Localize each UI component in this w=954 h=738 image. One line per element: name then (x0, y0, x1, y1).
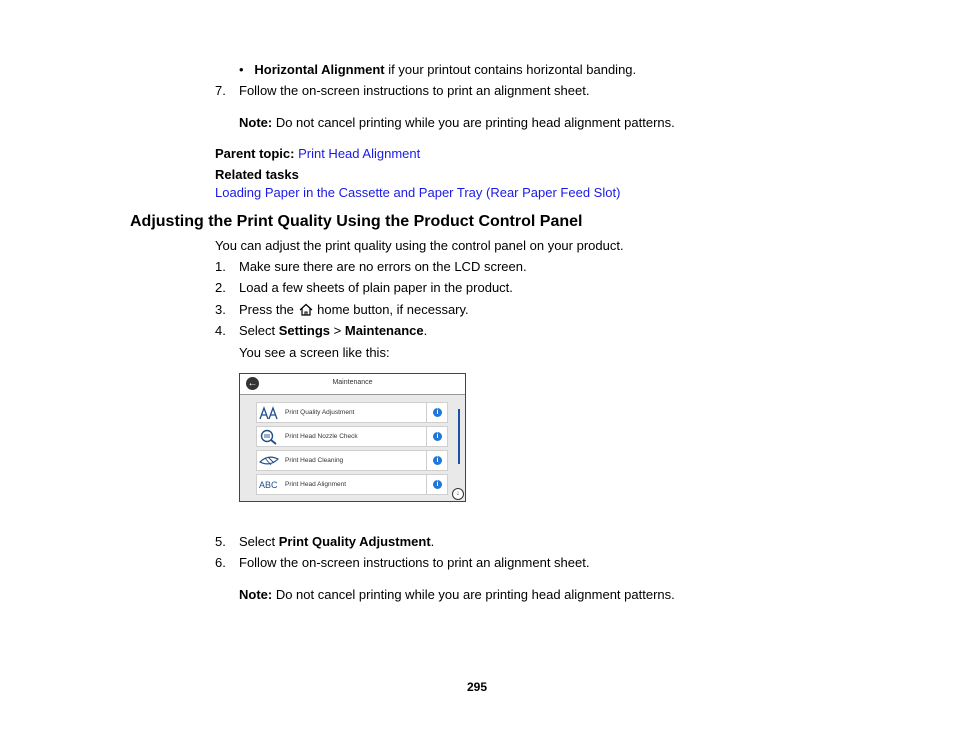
info-icon: i (433, 480, 442, 489)
lcd-item-label: Print Head Cleaning (285, 457, 344, 464)
lcd-menu-item (256, 474, 448, 495)
lcd-menu-item (256, 426, 448, 447)
info-icon: i (433, 456, 442, 465)
section-heading: Adjusting the Print Quality Using the Product Control Panel (130, 213, 583, 230)
step-number: 3. (215, 302, 226, 317)
lcd-item-label: Print Head Nozzle Check (285, 433, 358, 440)
lcd-item-label: Print Head Alignment (285, 481, 347, 488)
related-task-link[interactable]: Loading Paper in the Cassette and Paper Tray (Rear Paper Feed Slot) (215, 185, 621, 200)
step-number: 5. (215, 534, 226, 549)
bullet-text: if your printout contains horizontal banding. (384, 62, 637, 77)
step-number: 2. (215, 280, 226, 295)
step-number: 4. (215, 323, 226, 338)
lcd-screenshot (239, 373, 466, 502)
step-text: Make sure there are no errors on the LCD screen. (239, 259, 527, 274)
lcd-menu-item (256, 402, 448, 423)
scroll-down-icon: ↓ (452, 488, 464, 500)
step-number: 6. (215, 555, 226, 570)
step-text: Follow the on-screen instructions to print an alignment sheet. (239, 555, 590, 570)
note-text: Do not cancel printing while you are printing head alignment patterns. (272, 115, 675, 130)
section-intro: You can adjust the print quality using the control panel on your product. (215, 238, 624, 253)
step-number: 7. (215, 83, 226, 98)
parent-topic (215, 146, 420, 162)
step-number: 1. (215, 259, 226, 274)
lcd-item-label: Print Quality Adjustment (285, 409, 355, 416)
step-text: Select Settings > Maintenance. (239, 323, 428, 338)
step-text: Press the home button, if necessary. (239, 302, 469, 317)
info-icon: i (433, 432, 442, 441)
home-icon (298, 303, 314, 316)
print-quality-icon (259, 405, 279, 421)
info-icon: i (433, 408, 442, 417)
step-text: Follow the on-screen instructions to print an alignment sheet. (239, 83, 590, 98)
bullet-term: Horizontal Alignment (254, 62, 385, 77)
note-label: Note: (239, 587, 273, 602)
lcd-header (240, 374, 465, 395)
bullet-marker: • (239, 62, 244, 77)
parent-topic-label: Parent topic: (215, 146, 295, 161)
head-cleaning-icon (259, 453, 279, 469)
note (239, 115, 675, 131)
see-screen-text: You see a screen like this: (239, 345, 390, 360)
nozzle-check-icon (259, 429, 279, 445)
note-text: Do not cancel printing while you are printing head alignment patterns. (272, 587, 675, 602)
page-number: 295 (466, 680, 488, 694)
bullet-horizontal-alignment (239, 62, 636, 78)
related-tasks-label: Related tasks (215, 167, 299, 182)
lcd-scrollbar (458, 409, 460, 464)
head-alignment-icon: ABC (259, 480, 278, 490)
lcd-title: Maintenance (332, 379, 373, 386)
back-arrow-icon: ← (247, 378, 258, 389)
note (239, 587, 675, 603)
parent-topic-link[interactable]: Print Head Alignment (298, 146, 421, 161)
lcd-menu-item (256, 450, 448, 471)
step-text: Select Print Quality Adjustment. (239, 534, 435, 549)
step-text: Load a few sheets of plain paper in the product. (239, 280, 513, 295)
note-label: Note: (239, 115, 273, 130)
